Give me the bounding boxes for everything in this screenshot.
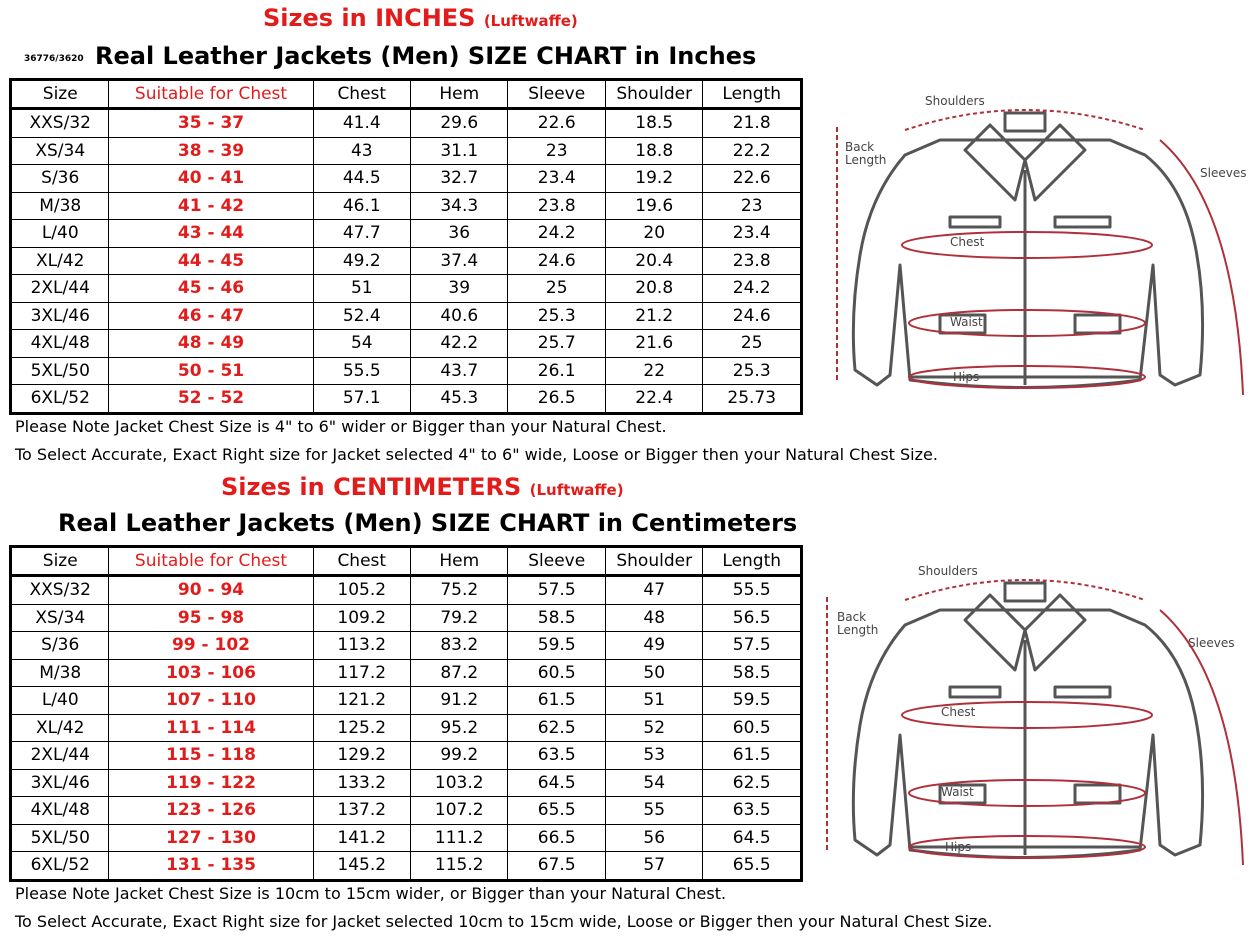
cm-header-row: [11, 547, 802, 576]
table-cell: 24.2: [508, 220, 605, 248]
table-cell: 111 - 114: [109, 714, 313, 742]
column-header: Chest: [313, 547, 410, 576]
column-header: Suitable for Chest: [109, 547, 313, 576]
table-cell: 47.7: [313, 220, 410, 248]
table-cell: XL/42: [11, 714, 109, 742]
table-cell: 62.5: [508, 714, 605, 742]
table-cell: 26.5: [508, 385, 605, 414]
table-cell: 25: [508, 275, 605, 303]
table-cell: 2XL/44: [11, 275, 109, 303]
jacket-illustration: [853, 113, 1202, 388]
table-cell: 115.2: [411, 852, 508, 881]
label-back: Back: [845, 140, 875, 154]
table-row: [11, 192, 802, 220]
table-cell: 107.2: [411, 797, 508, 825]
jacket-illustration-cm: [853, 583, 1202, 858]
table-cell: 111.2: [411, 824, 508, 852]
table-cell: 57.1: [313, 385, 410, 414]
table-cell: 23.4: [703, 220, 802, 248]
table-cell: 5XL/50: [11, 824, 109, 852]
inches-heading-text: Sizes in INCHES: [263, 4, 476, 32]
label-hips: Hips: [953, 370, 980, 384]
table-cell: 18.5: [605, 109, 702, 138]
table-cell: 37.4: [411, 247, 508, 275]
label-length-cm: Length: [837, 623, 879, 637]
table-cell: 6XL/52: [11, 385, 109, 414]
table-cell: 22.4: [605, 385, 702, 414]
table-cell: 66.5: [508, 824, 605, 852]
table-cell: 41 - 42: [109, 192, 313, 220]
inches-subtitle: Real Leather Jackets (Men) SIZE CHART in Inches: [95, 42, 757, 70]
table-cell: 23: [508, 137, 605, 165]
table-cell: 95 - 98: [109, 604, 313, 632]
table-cell: 4XL/48: [11, 797, 109, 825]
table-cell: 61.5: [508, 687, 605, 715]
table-row: [11, 330, 802, 358]
table-cell: 25.3: [508, 302, 605, 330]
label-chest: Chest: [950, 235, 985, 249]
table-cell: 75.2: [411, 576, 508, 605]
measurement-lines-cm: [827, 580, 1243, 865]
table-cell: 43.7: [411, 357, 508, 385]
table-cell: 57.5: [508, 576, 605, 605]
table-cell: 65.5: [508, 797, 605, 825]
table-cell: 48: [605, 604, 702, 632]
table-cell: 63.5: [508, 742, 605, 770]
table-cell: 19.6: [605, 192, 702, 220]
table-cell: 19.2: [605, 165, 702, 193]
label-chest-cm: Chest: [941, 705, 976, 719]
table-cell: 23: [703, 192, 802, 220]
table-cell: 24.2: [703, 275, 802, 303]
table-cell: 46.1: [313, 192, 410, 220]
table-cell: 5XL/50: [11, 357, 109, 385]
table-cell: 41.4: [313, 109, 410, 138]
table-row: [11, 302, 802, 330]
table-cell: 38 - 39: [109, 137, 313, 165]
table-cell: L/40: [11, 220, 109, 248]
table-cell: 44 - 45: [109, 247, 313, 275]
table-cell: 64.5: [703, 824, 802, 852]
table-row: [11, 247, 802, 275]
table-cell: 91.2: [411, 687, 508, 715]
table-cell: 25.73: [703, 385, 802, 414]
table-cell: 45.3: [411, 385, 508, 414]
table-cell: 36: [411, 220, 508, 248]
inches-note-2: To Select Accurate, Exact Right size for Jacket selected 4" to 6" wide, Loose or Bigger then your Natural Chest Size.: [15, 445, 938, 464]
table-cell: 59.5: [508, 632, 605, 660]
label-shoulders-cm: Shoulders: [918, 564, 978, 578]
table-cell: 25.7: [508, 330, 605, 358]
label-back-cm: Back: [837, 610, 867, 624]
table-cell: 23.4: [508, 165, 605, 193]
table-cell: 61.5: [703, 742, 802, 770]
table-row: [11, 165, 802, 193]
table-cell: 137.2: [313, 797, 410, 825]
table-row: [11, 659, 802, 687]
table-cell: 50 - 51: [109, 357, 313, 385]
table-cell: 55.5: [313, 357, 410, 385]
inches-heading: [263, 4, 578, 32]
table-cell: 119 - 122: [109, 769, 313, 797]
table-cell: M/38: [11, 192, 109, 220]
table-cell: 3XL/46: [11, 302, 109, 330]
table-cell: 20.4: [605, 247, 702, 275]
table-cell: 46 - 47: [109, 302, 313, 330]
label-shoulders: Shoulders: [925, 94, 985, 108]
table-cell: 45 - 46: [109, 275, 313, 303]
table-cell: 40 - 41: [109, 165, 313, 193]
table-cell: 58.5: [703, 659, 802, 687]
table-cell: 67.5: [508, 852, 605, 881]
table-cell: 21.6: [605, 330, 702, 358]
table-cell: 31.1: [411, 137, 508, 165]
table-cell: 60.5: [508, 659, 605, 687]
table-cell: 35 - 37: [109, 109, 313, 138]
table-cell: 123 - 126: [109, 797, 313, 825]
table-row: [11, 632, 802, 660]
table-cell: 125.2: [313, 714, 410, 742]
cm-size-table: [9, 545, 803, 882]
table-cell: 34.3: [411, 192, 508, 220]
table-row: [11, 109, 802, 138]
table-cell: 129.2: [313, 742, 410, 770]
table-cell: 95.2: [411, 714, 508, 742]
table-cell: 109.2: [313, 604, 410, 632]
column-header: Sleeve: [508, 547, 605, 576]
table-row: [11, 852, 802, 881]
table-cell: 18.8: [605, 137, 702, 165]
table-cell: 22.2: [703, 137, 802, 165]
table-cell: 117.2: [313, 659, 410, 687]
table-row: [11, 220, 802, 248]
table-row: [11, 687, 802, 715]
column-header: Shoulder: [605, 547, 702, 576]
table-cell: XS/34: [11, 604, 109, 632]
label-sleeves: Sleeves: [1200, 166, 1247, 180]
table-cell: 54: [313, 330, 410, 358]
column-header: Length: [703, 80, 802, 109]
cm-heading-text: Sizes in CENTIMETERS: [221, 473, 522, 501]
table-cell: 32.7: [411, 165, 508, 193]
table-cell: 127 - 130: [109, 824, 313, 852]
cm-heading: [221, 473, 624, 501]
table-cell: 121.2: [313, 687, 410, 715]
diagram-labels-cm: [837, 564, 1234, 854]
table-row: [11, 576, 802, 605]
jacket-diagram-cm: [815, 555, 1255, 875]
column-header: Length: [703, 547, 802, 576]
table-cell: 64.5: [508, 769, 605, 797]
column-header: Sleeve: [508, 80, 605, 109]
table-cell: 57: [605, 852, 702, 881]
table-cell: 48 - 49: [109, 330, 313, 358]
table-row: [11, 385, 802, 414]
table-cell: 49.2: [313, 247, 410, 275]
table-cell: 54: [605, 769, 702, 797]
table-row: [11, 275, 802, 303]
table-cell: 55.5: [703, 576, 802, 605]
table-row: [11, 742, 802, 770]
table-cell: 59.5: [703, 687, 802, 715]
table-cell: 43 - 44: [109, 220, 313, 248]
table-cell: 6XL/52: [11, 852, 109, 881]
table-cell: 65.5: [703, 852, 802, 881]
table-cell: 47: [605, 576, 702, 605]
table-cell: 62.5: [703, 769, 802, 797]
inches-heading-sub: (Luftwaffe): [483, 12, 578, 30]
jacket-diagram-inches: [815, 85, 1255, 405]
table-cell: XL/42: [11, 247, 109, 275]
table-cell: 58.5: [508, 604, 605, 632]
table-row: [11, 357, 802, 385]
table-cell: XXS/32: [11, 576, 109, 605]
column-header: Size: [11, 80, 109, 109]
table-cell: 24.6: [508, 247, 605, 275]
column-header: Suitable for Chest: [109, 80, 313, 109]
table-cell: 20.8: [605, 275, 702, 303]
label-hips-cm: Hips: [945, 840, 972, 854]
table-cell: XS/34: [11, 137, 109, 165]
table-cell: 39: [411, 275, 508, 303]
table-cell: 29.6: [411, 109, 508, 138]
product-code: 36776/3620: [24, 54, 84, 64]
table-cell: 141.2: [313, 824, 410, 852]
table-cell: 51: [313, 275, 410, 303]
table-cell: 49: [605, 632, 702, 660]
table-cell: 57.5: [703, 632, 802, 660]
table-cell: 4XL/48: [11, 330, 109, 358]
cm-heading-sub: (Luftwaffe): [529, 481, 624, 499]
table-cell: 26.1: [508, 357, 605, 385]
table-cell: 25.3: [703, 357, 802, 385]
cm-note-1: Please Note Jacket Chest Size is 10cm to 15cm wider, or Bigger than your Natural Chest.: [15, 884, 727, 903]
table-cell: 22.6: [508, 109, 605, 138]
cm-note-2: To Select Accurate, Exact Right size for Jacket selected 10cm to 15cm wide, Loose or Bigger then your Natural Chest Size.: [15, 912, 993, 931]
table-cell: XXS/32: [11, 109, 109, 138]
table-cell: 53: [605, 742, 702, 770]
table-cell: 3XL/46: [11, 769, 109, 797]
table-cell: 103 - 106: [109, 659, 313, 687]
column-header: Hem: [411, 80, 508, 109]
table-cell: 44.5: [313, 165, 410, 193]
table-cell: 43: [313, 137, 410, 165]
table-row: [11, 137, 802, 165]
label-length: Length: [845, 153, 887, 167]
label-waist-cm: Waist: [941, 785, 974, 799]
table-cell: 131 - 135: [109, 852, 313, 881]
table-cell: L/40: [11, 687, 109, 715]
table-cell: S/36: [11, 632, 109, 660]
table-cell: 42.2: [411, 330, 508, 358]
table-cell: 40.6: [411, 302, 508, 330]
table-cell: S/36: [11, 165, 109, 193]
table-cell: 60.5: [703, 714, 802, 742]
table-cell: M/38: [11, 659, 109, 687]
table-cell: 22.6: [703, 165, 802, 193]
table-cell: 24.6: [703, 302, 802, 330]
measurement-lines: [837, 110, 1243, 395]
table-cell: 79.2: [411, 604, 508, 632]
column-header: Size: [11, 547, 109, 576]
table-cell: 90 - 94: [109, 576, 313, 605]
table-cell: 22: [605, 357, 702, 385]
table-cell: 51: [605, 687, 702, 715]
table-cell: 21.8: [703, 109, 802, 138]
table-row: [11, 714, 802, 742]
table-cell: 103.2: [411, 769, 508, 797]
table-cell: 56.5: [703, 604, 802, 632]
table-cell: 113.2: [313, 632, 410, 660]
table-row: [11, 769, 802, 797]
inches-header-row: [11, 80, 802, 109]
table-cell: 105.2: [313, 576, 410, 605]
table-row: [11, 824, 802, 852]
table-cell: 50: [605, 659, 702, 687]
table-cell: 52 - 52: [109, 385, 313, 414]
table-cell: 52: [605, 714, 702, 742]
column-header: Shoulder: [605, 80, 702, 109]
table-cell: 99 - 102: [109, 632, 313, 660]
table-row: [11, 604, 802, 632]
table-cell: 20: [605, 220, 702, 248]
table-cell: 56: [605, 824, 702, 852]
table-cell: 2XL/44: [11, 742, 109, 770]
table-cell: 23.8: [508, 192, 605, 220]
label-sleeves-cm: Sleeves: [1188, 636, 1235, 650]
table-cell: 52.4: [313, 302, 410, 330]
inches-note-1: Please Note Jacket Chest Size is 4" to 6" wider or Bigger than your Natural Chest.: [15, 417, 667, 436]
table-cell: 21.2: [605, 302, 702, 330]
table-cell: 55: [605, 797, 702, 825]
table-cell: 133.2: [313, 769, 410, 797]
table-row: [11, 797, 802, 825]
table-cell: 83.2: [411, 632, 508, 660]
table-cell: 23.8: [703, 247, 802, 275]
column-header: Chest: [313, 80, 410, 109]
table-cell: 99.2: [411, 742, 508, 770]
column-header: Hem: [411, 547, 508, 576]
label-waist: Waist: [950, 315, 983, 329]
table-cell: 63.5: [703, 797, 802, 825]
table-cell: 107 - 110: [109, 687, 313, 715]
table-cell: 87.2: [411, 659, 508, 687]
cm-subtitle: Real Leather Jackets (Men) SIZE CHART in Centimeters: [58, 509, 798, 537]
table-cell: 115 - 118: [109, 742, 313, 770]
table-cell: 145.2: [313, 852, 410, 881]
table-cell: 25: [703, 330, 802, 358]
inches-size-table: [9, 78, 803, 415]
